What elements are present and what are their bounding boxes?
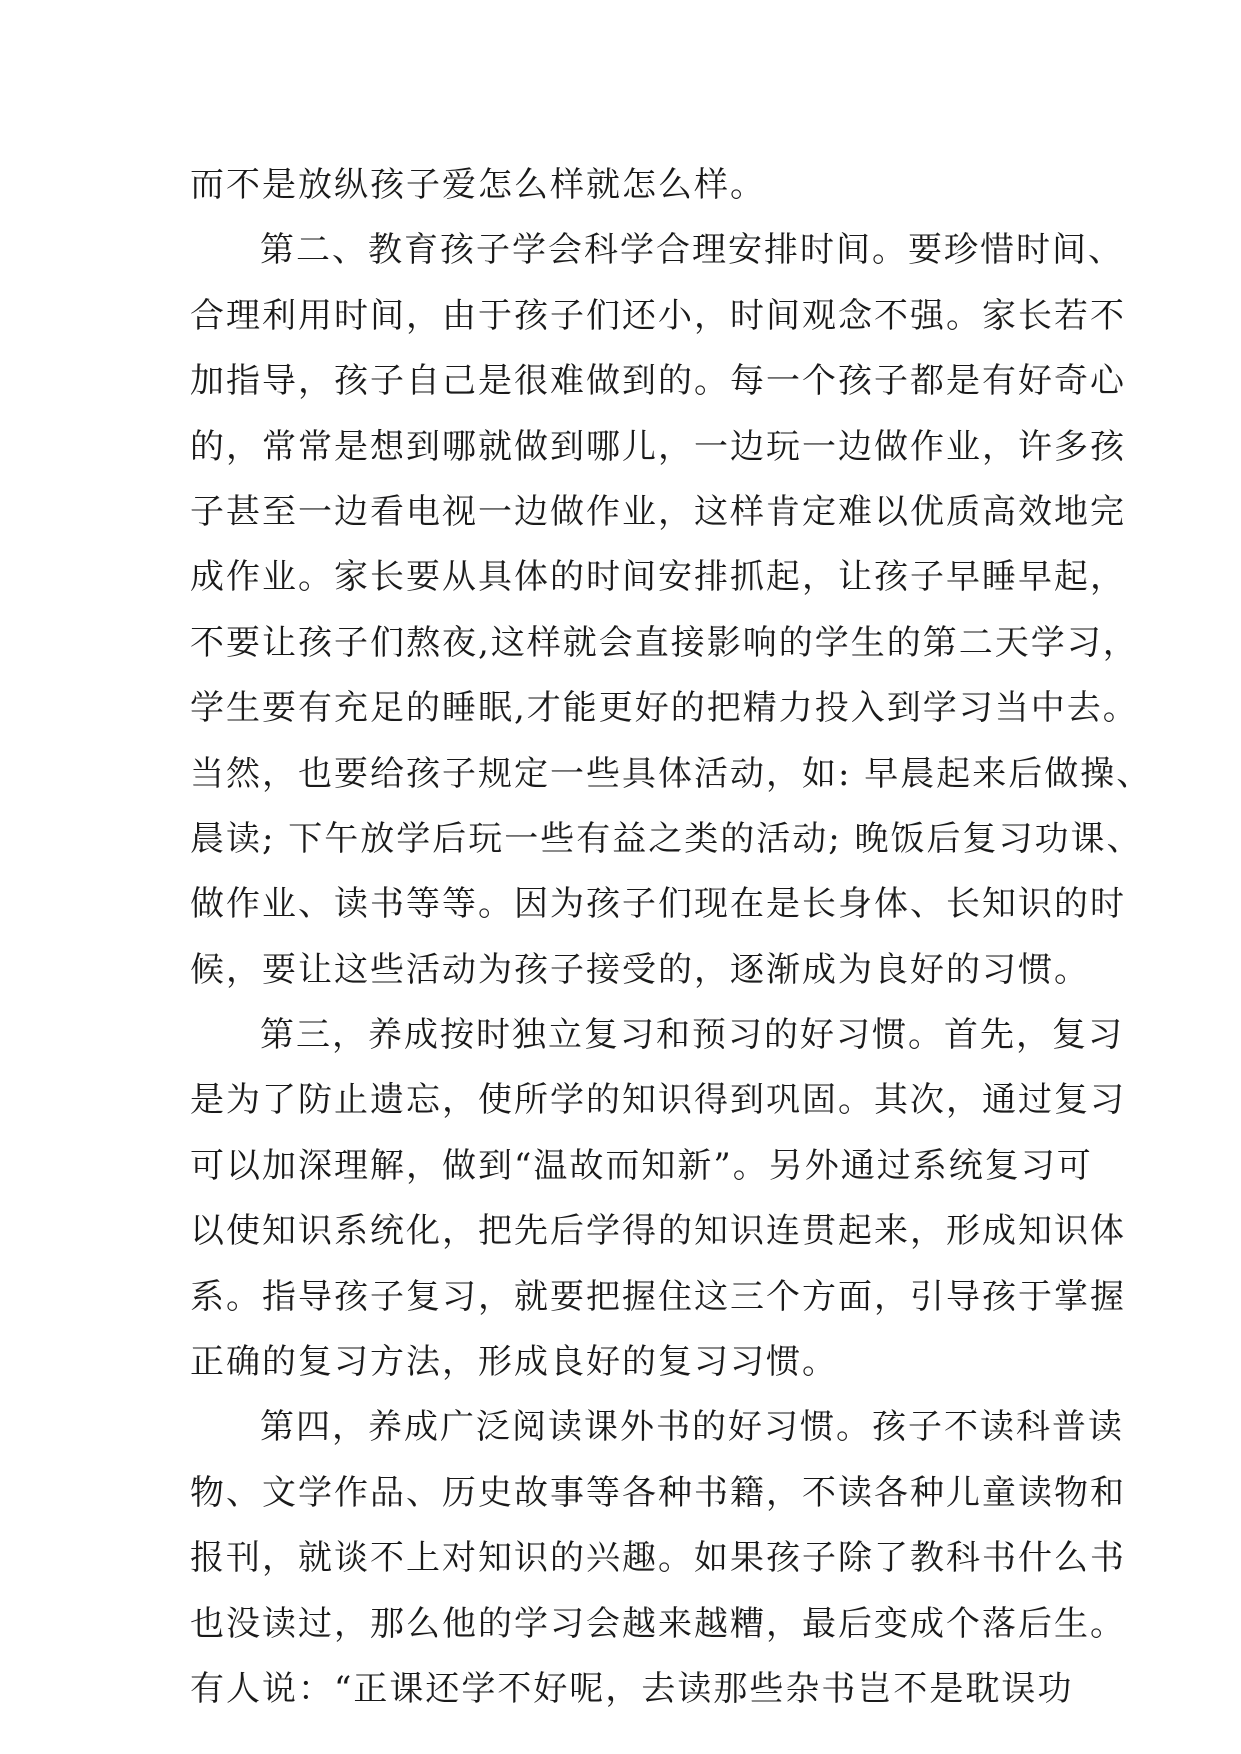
text-line: 报刊，就谈不上对知识的兴趣。如果孩子除了教科书什么书 xyxy=(190,1538,1126,1579)
text-line: 物、文学作品、历史故事等各种书籍，不读各种儿童读物和 xyxy=(190,1472,1126,1513)
text-line: 第四，养成广泛阅读课外书的好习惯。孩子不读科普读 xyxy=(260,1407,1124,1448)
text-line: 系。指导孩子复习，就要把握住这三个方面，引导孩于掌握 xyxy=(190,1276,1126,1317)
text-line: 的，常常是想到哪就做到哪儿，一边玩一边做作业，许多孩 xyxy=(190,426,1126,467)
text-line: 正确的复习方法，形成良好的复习习惯。 xyxy=(190,1342,838,1383)
text-line: 学生要有充足的睡眠,才能更好的把精力投入到学习当中去。 xyxy=(190,688,1139,729)
text-line: 是为了防止遗忘，使所学的知识得到巩固。其次，通过复习 xyxy=(190,1080,1126,1121)
text-line: 而不是放纵孩子爱怎么样就怎么样。 xyxy=(190,165,766,205)
text-line: 不要让孩子们熬夜,这样就会直接影响的学生的第二天学习， xyxy=(190,622,1139,663)
text-line: 第二、教育孩子学会科学合理安排时间。要珍惜时间、 xyxy=(260,230,1124,271)
text-line: 做作业、读书等等。因为孩子们现在是长身体、长知识的时 xyxy=(190,884,1126,925)
text-line: 合理利用时间，由于孩子们还小，时间观念不强。家长若不 xyxy=(190,295,1126,336)
text-line: 子甚至一边看电视一边做作业，这样肯定难以优质高效地完 xyxy=(190,491,1126,532)
text-line: 晨读; 下午放学后玩一些有益之类的活动; 晚饭后复习功课、 xyxy=(190,818,1143,859)
text-line: 加指导，孩子自己是很难做到的。每一个孩子都是有好奇心 xyxy=(190,361,1126,402)
document-body xyxy=(190,153,1153,1722)
text-line: 可以加深理解，做到“温故而知新”。另外通过系统复习可 xyxy=(190,1145,1093,1186)
text-line: 候，要让这些活动为孩子接受的，逐渐成为良好的习惯。 xyxy=(190,949,1090,990)
text-line: 当然，也要给孩子规定一些具体活动，如: 早晨起来后做操、 xyxy=(190,753,1153,794)
text-line: 成作业。家长要从具体的时间安排抓起，让孩子早睡早起， xyxy=(190,557,1126,598)
text-line: 第三，养成按时独立复习和预习的好习惯。首先，复习 xyxy=(260,1015,1124,1056)
text-line: 也没读过，那么他的学习会越来越糟，最后变成个落后生。 xyxy=(190,1603,1126,1644)
text-line: 以使知识系统化，把先后学得的知识连贯起来，形成知识体 xyxy=(190,1211,1126,1252)
text-line: 有人说：“正课还学不好呢，去读那些杂书岂不是耽误功 xyxy=(190,1668,1074,1709)
